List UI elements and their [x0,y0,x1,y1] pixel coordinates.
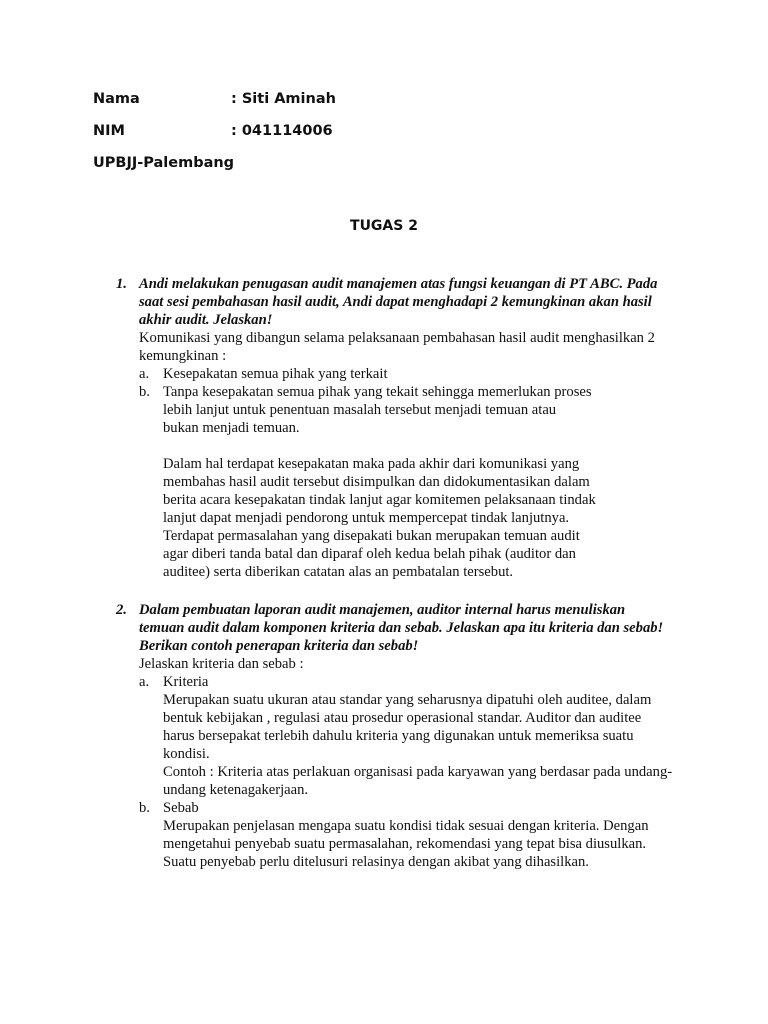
question-text: Dalam pembuatan laporan audit manajemen, auditor internal harus menuliskan temuan audit dalam komponen kriteria dan sebab. Jelaskan apa itu kriteria dan sebab! Berikan contoh penerapan kriteria dan sebab! [139,602,664,654]
list-item-text: Kesepakatan semua pihak yang terkait [163,366,388,382]
nim-value: : 041114006 [231,123,333,139]
list-marker: b. [139,800,150,816]
nim-label: NIM [93,123,125,139]
question-number: 1. [116,276,127,292]
question-1 [93,275,685,581]
paragraph: Merupakan suatu ukuran atau standar yang seharusnya dipatuhi oleh auditee, dalam bentuk kebijakan , regulasi atau prosedur operasional standar. Auditor dan auditee harus bersepakat terlebih dahulu kriteria yang digunakan untuk memeriksa suatu kondisi. [163,692,652,762]
example-text: Contoh : Kriteria atas perlakuan organisasi pada karyawan yang berdasar pada undang-undang ketenagakerjaan. [163,764,673,798]
list-marker: a. [139,366,150,382]
list-marker: b. [139,384,150,400]
list-item-b [139,799,673,817]
list-item-title: Kriteria [163,674,209,690]
page-title: TUGAS 2 [350,218,418,234]
list-item-text: Tanpa kesepakatan semua pihak yang tekait sehingga memerlukan proses lebih lanjut untuk penentuan masalah tersebut menjadi temuan atau bukan menjadi temuan. [163,384,592,436]
list-item-a [139,365,685,383]
answer-intro: Jelaskan kriteria dan sebab : [139,656,304,672]
paragraph: Terdapat permasalahan yang disepakati bukan merupakan temuan audit agar diberi tanda batal dan diparaf oleh kedua belah pihak (auditor dan auditee) serta diberikan catatan alas an pembatalan tersebut. [163,528,580,580]
list-item-b [139,383,593,437]
spacer [93,437,685,455]
question-number: 2. [116,602,127,618]
name-value: : Siti Aminah [231,91,336,107]
upbjj-label: UPBJJ-Palembang [93,155,235,171]
name-label: Nama [93,91,140,107]
paragraph: Dalam hal terdapat kesepakatan maka pada akhir dari komunikasi yang membahas hasil audit tersebut disimpulkan dan didokumentasikan dalam berita acara kesepakatan tindak lanjut agar komitemen pelaksanaan tindak lanjut dapat menjadi pendorong untuk mempercepat tindak lanjutnya. [163,456,596,526]
list-item-a [139,673,673,691]
paragraph: Merupakan penjelasan mengapa suatu kondisi tidak sesuai dengan kriteria. Dengan mengetahui penyebab suatu permasalahan, rekomendasi yang tepat bisa diusulkan. Suatu penyebab perlu ditelusuri relasinya dengan akibat yang dihasilkan. [163,818,649,870]
question-2 [93,601,673,871]
question-text: Andi melakukan penugasan audit manajemen atas fungsi keuangan di PT ABC. Pada saat sesi pembahasan hasil audit, Andi dapat menghadapi 2 kemungkinan akan hasil akhir audit. Jelaskan! [139,276,658,328]
answer-intro: Komunikasi yang dibangun selama pelaksanaan pembahasan hasil audit menghasilkan 2 kemungkinan : [139,330,655,364]
list-item-title: Sebab [163,800,199,816]
list-marker: a. [139,674,150,690]
